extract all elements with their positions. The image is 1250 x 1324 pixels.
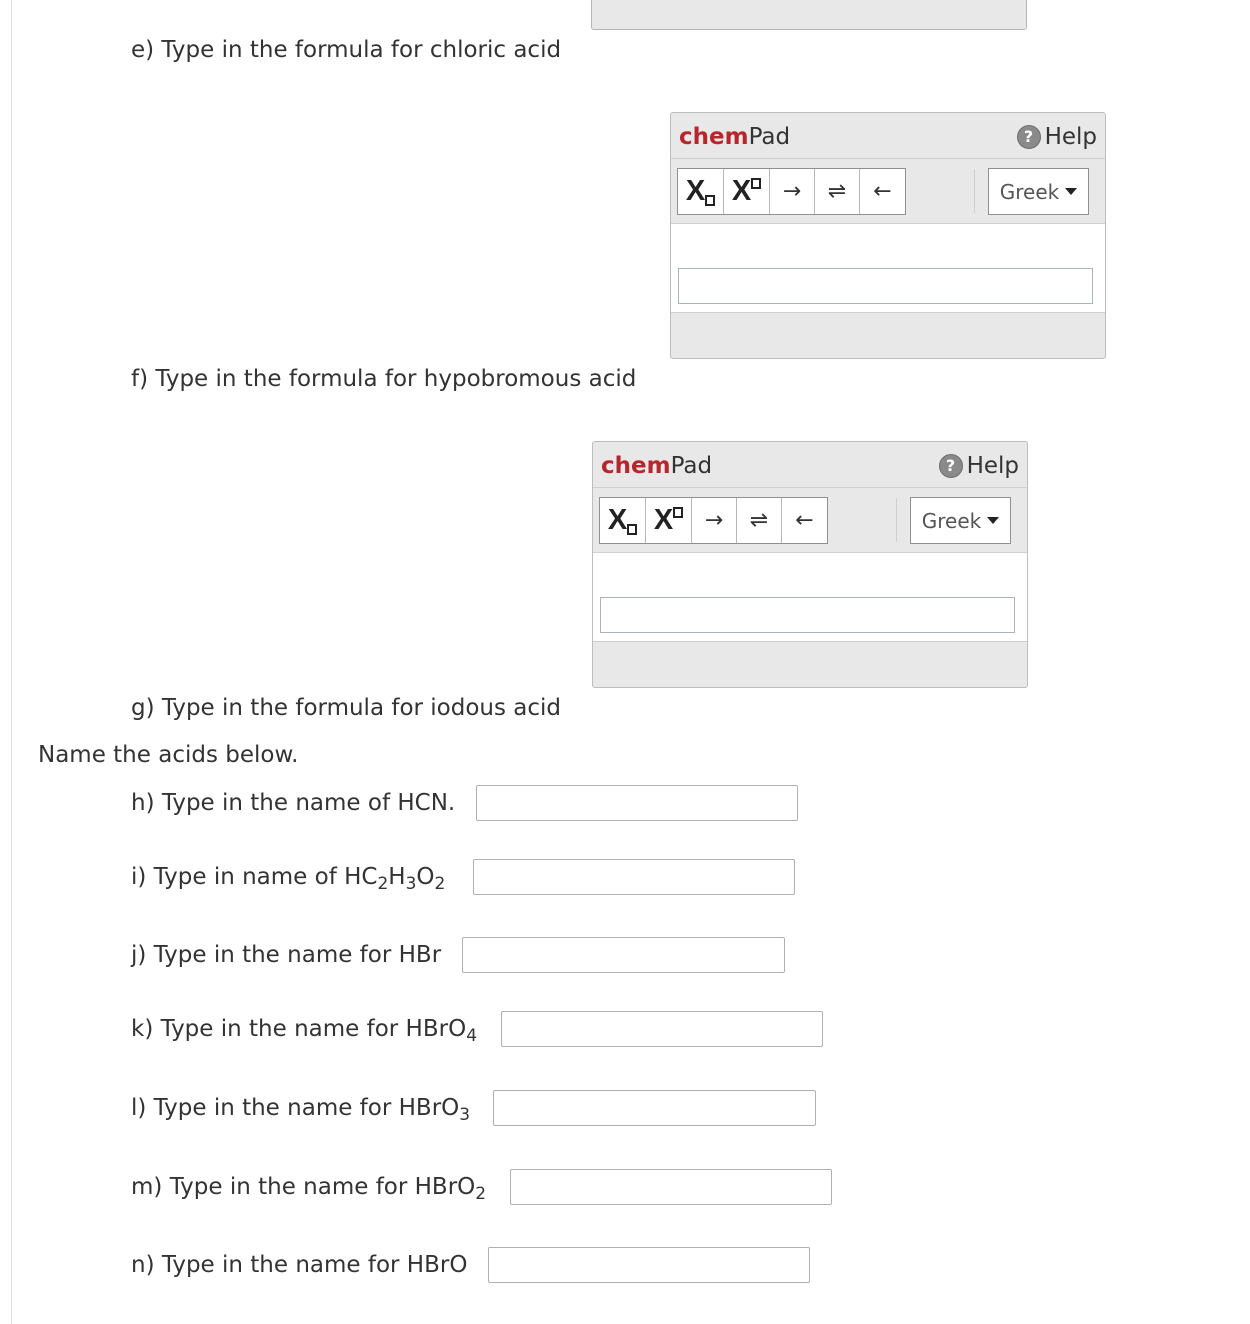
chempad-f xyxy=(592,441,1028,688)
left-arrow-button[interactable]: ← xyxy=(860,169,905,214)
caret-down-icon xyxy=(987,517,999,524)
yields-arrow-button[interactable]: → xyxy=(692,498,737,543)
greek-dropdown[interactable] xyxy=(988,168,1089,215)
section-heading: Name the acids below. xyxy=(38,742,299,768)
chempad-formula-input[interactable] xyxy=(600,597,1015,633)
question-k-label: k) Type in the name for HBrO$_4$ xyxy=(131,1016,478,1046)
question-g-label: g) Type in the formula for iodous acid xyxy=(131,695,562,721)
chempad-title: chemPad xyxy=(679,124,791,150)
answer-n-input[interactable] xyxy=(488,1247,810,1283)
help-icon: ? xyxy=(939,454,963,478)
question-h-label: h) Type in the name of HCN. xyxy=(131,790,456,816)
question-f-label: f) Type in the formula for hypobromous acid xyxy=(131,366,637,392)
question-e-label: e) Type in the formula for chloric acid xyxy=(131,37,562,63)
answer-k-input[interactable] xyxy=(501,1011,823,1047)
help-label: Help xyxy=(1044,124,1097,150)
subscript-button[interactable]: X xyxy=(678,169,724,214)
answer-h-input[interactable] xyxy=(476,785,798,821)
question-i-label: i) Type in name of $HC_2H_3O_2$ xyxy=(131,864,446,894)
question-j-label: j) Type in the name for HBr xyxy=(131,942,442,968)
chempad-toolbar xyxy=(677,168,906,215)
superscript-button[interactable]: X xyxy=(646,498,692,543)
answer-i-input[interactable] xyxy=(473,859,795,895)
chempad-e xyxy=(670,112,1106,359)
greek-label: Greek xyxy=(999,179,1060,204)
help-icon: ? xyxy=(1017,125,1041,149)
subscript-button[interactable]: X xyxy=(600,498,646,543)
greek-label: Greek xyxy=(921,508,982,533)
equilibrium-arrow-button[interactable]: ⇌ xyxy=(737,498,782,543)
help-button[interactable] xyxy=(1017,120,1097,154)
chempad-toolbar xyxy=(599,497,828,544)
chempad-formula-input[interactable] xyxy=(678,268,1093,304)
superscript-button[interactable]: X xyxy=(724,169,770,214)
greek-dropdown[interactable] xyxy=(910,497,1011,544)
caret-down-icon xyxy=(1065,188,1077,195)
answer-m-input[interactable] xyxy=(510,1169,832,1205)
help-label: Help xyxy=(966,453,1019,479)
yields-arrow-button[interactable]: → xyxy=(770,169,815,214)
left-arrow-button[interactable]: ← xyxy=(782,498,827,543)
question-l-label: l) Type in the name for HBrO$_3$ xyxy=(131,1095,471,1125)
answer-j-input[interactable] xyxy=(462,937,785,973)
chempad-title: chemPad xyxy=(601,453,713,479)
previous-chempad-bottom xyxy=(591,0,1027,30)
answer-l-input[interactable] xyxy=(493,1090,816,1126)
left-border-line xyxy=(11,0,12,1324)
question-m-label: m) Type in the name for HBrO$_2$ xyxy=(131,1174,487,1204)
equilibrium-arrow-button[interactable]: ⇌ xyxy=(815,169,860,214)
help-button[interactable] xyxy=(939,449,1019,483)
question-n-label: n) Type in the name for HBrO xyxy=(131,1252,468,1278)
